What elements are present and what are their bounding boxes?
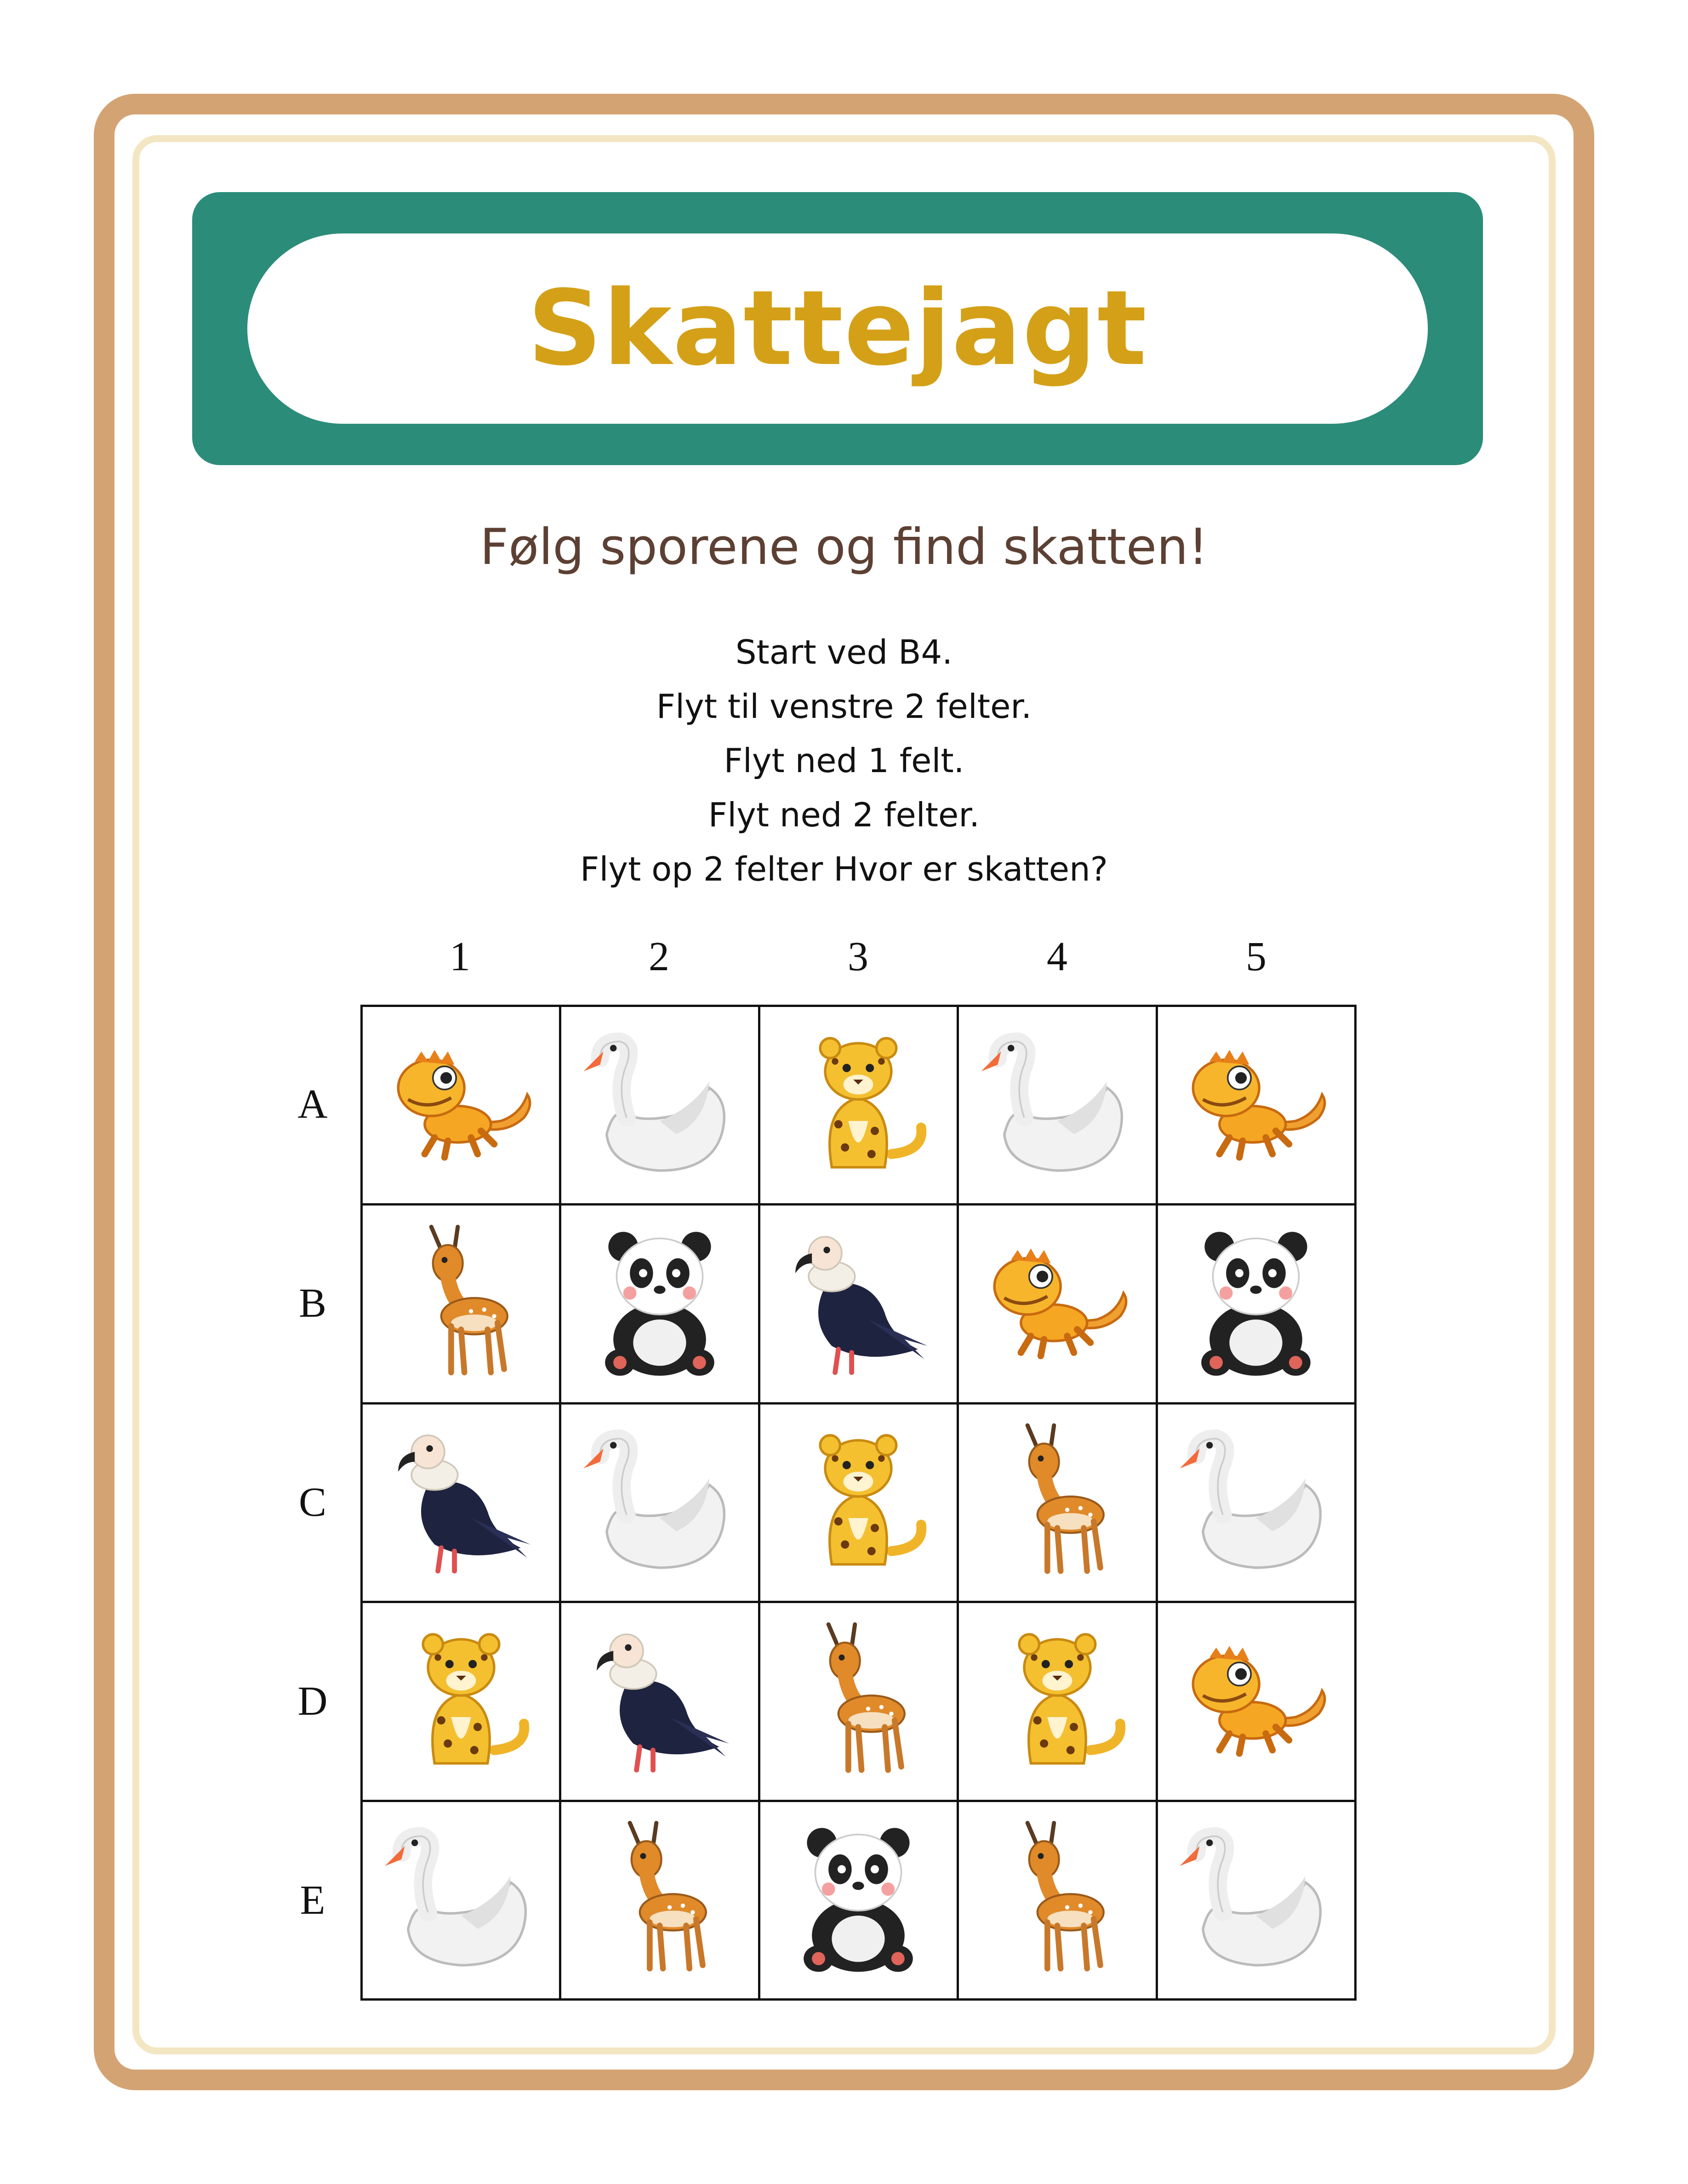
grid-cell-C3 — [760, 1405, 959, 1603]
leopard-icon — [975, 1618, 1140, 1785]
instruction-line: Flyt op 2 felter Hvor er skatten? — [580, 850, 1108, 888]
vulture-icon — [776, 1220, 941, 1388]
vulture-icon — [577, 1618, 742, 1785]
column-label: 5 — [1246, 934, 1266, 979]
grid-cell-B4 — [959, 1206, 1158, 1404]
grid-cell-D2 — [561, 1603, 760, 1802]
subtitle: Følg sporene og find skatten! — [480, 518, 1208, 576]
row-label: C — [298, 1479, 327, 1525]
grid-cell-B1 — [363, 1206, 561, 1404]
swan-icon — [577, 1419, 742, 1586]
deer-icon — [577, 1816, 742, 1984]
lizard-icon — [975, 1220, 1140, 1388]
swan-icon — [1173, 1419, 1339, 1586]
vulture-icon — [378, 1419, 544, 1586]
column-label: 2 — [649, 934, 669, 979]
title-pill — [247, 233, 1428, 424]
grid-cell-D1 — [363, 1603, 561, 1802]
grid-cell-D3 — [760, 1603, 959, 1802]
grid-cell-A5 — [1158, 1007, 1357, 1206]
row-label: B — [298, 1280, 327, 1326]
grid-cell-D5 — [1158, 1603, 1357, 1802]
treasure-grid — [360, 1005, 1357, 2001]
grid-cell-A1 — [363, 1007, 561, 1206]
column-label: 1 — [450, 934, 470, 979]
leopard-icon — [378, 1618, 544, 1785]
grid-cell-B5 — [1158, 1206, 1357, 1404]
grid-cell-C4 — [959, 1405, 1158, 1603]
instruction-line: Start ved B4. — [735, 633, 953, 671]
leopard-icon — [776, 1419, 941, 1586]
panda-icon — [577, 1220, 742, 1388]
lizard-icon — [378, 1022, 544, 1189]
instructions — [0, 625, 1688, 896]
swan-icon — [975, 1022, 1140, 1189]
row-label: A — [297, 1081, 328, 1127]
grid-cell-B3 — [760, 1206, 959, 1404]
grid-cell-D4 — [959, 1603, 1158, 1802]
grid-cell-A3 — [760, 1007, 959, 1206]
column-label: 3 — [848, 934, 868, 979]
swan-icon — [378, 1816, 544, 1984]
grid-cell-C1 — [363, 1405, 561, 1603]
panda-icon — [1173, 1220, 1339, 1388]
grid-cell-E1 — [363, 1802, 561, 2001]
panda-icon — [776, 1816, 941, 1984]
grid-cell-E5 — [1158, 1802, 1357, 2001]
grid-cell-E4 — [959, 1802, 1158, 2001]
deer-icon — [378, 1220, 544, 1388]
deer-icon — [776, 1618, 941, 1785]
grid-cell-A4 — [959, 1007, 1158, 1206]
grid-cell-C2 — [561, 1405, 760, 1603]
grid-cell-A2 — [561, 1007, 760, 1206]
row-label: D — [297, 1678, 328, 1724]
column-label: 4 — [1047, 934, 1067, 979]
instruction-line: Flyt til venstre 2 felter. — [656, 687, 1032, 726]
instruction-line: Flyt ned 2 felter. — [708, 796, 980, 834]
swan-icon — [577, 1022, 742, 1189]
leopard-icon — [776, 1022, 941, 1189]
page-title: Skattejagt — [527, 268, 1148, 389]
grid-cell-C5 — [1158, 1405, 1357, 1603]
lizard-icon — [1173, 1618, 1339, 1785]
grid-cell-E3 — [760, 1802, 959, 2001]
deer-icon — [975, 1419, 1140, 1586]
grid-cell-E2 — [561, 1802, 760, 2001]
instruction-line: Flyt ned 1 felt. — [724, 741, 964, 780]
lizard-icon — [1173, 1022, 1339, 1189]
deer-icon — [975, 1816, 1140, 1984]
grid-cell-B2 — [561, 1206, 760, 1404]
swan-icon — [1173, 1816, 1339, 1984]
row-label: E — [300, 1877, 325, 1923]
